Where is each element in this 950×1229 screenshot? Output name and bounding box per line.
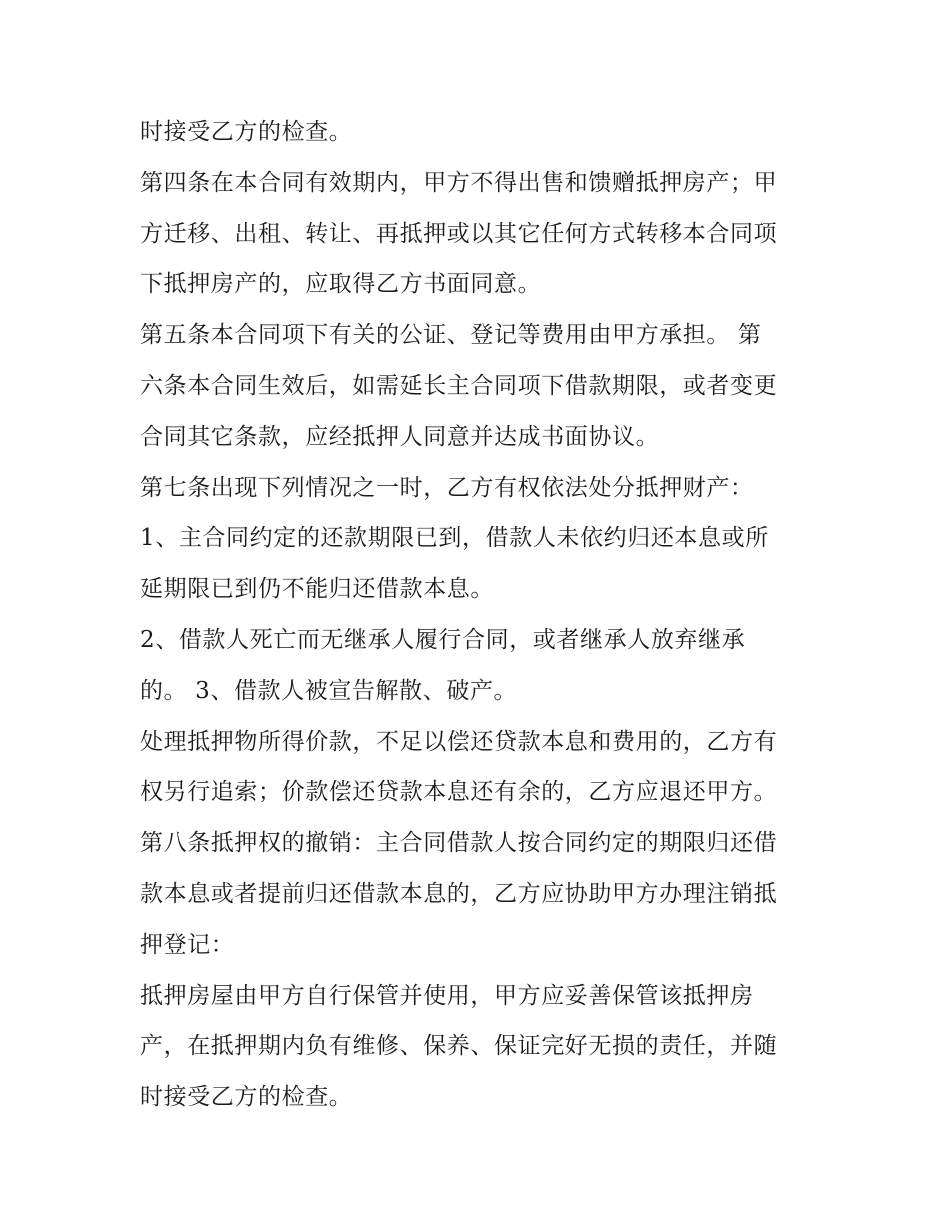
- text-line: 权另行追索；价款偿还贷款本息还有余的，乙方应退还甲方。: [140, 779, 778, 806]
- text-line: 延期限已到仍不能归还借款本息。: [140, 576, 494, 603]
- text-line: 方迁移、出租、转让、再抵押或以其它任何方式转移本合同项: [140, 220, 778, 247]
- text-line: 产，在抵押期内负有维修、保养、保证完好无损的责任，并随: [140, 1033, 778, 1060]
- text-line: 抵押房屋由甲方自行保管并使用，甲方应妥善保管该抵押房: [140, 982, 754, 1009]
- text-line: 合同其它条款，应经抵押人同意并达成书面协议。: [140, 423, 660, 450]
- text-line: 款本息或者提前归还借款本息的，乙方应协助甲方办理注销抵: [140, 880, 778, 907]
- document-body: [140, 107, 830, 1123]
- text-line: 押登记：: [140, 931, 235, 958]
- text-line: 的。 3、借款人被宣告解散、破产。: [140, 677, 518, 704]
- text-line: 六条本合同生效后，如需延长主合同项下借款期限，或者变更: [140, 372, 778, 399]
- text-line: 1、主合同约定的还款期限已到，借款人未依约归还本息或所: [140, 525, 769, 552]
- text-line: 第四条在本合同有效期内，甲方不得出售和馈赠抵押房产；甲: [140, 169, 778, 196]
- text-line: 2、借款人死亡而无继承人履行合同，或者继承人放弃继承: [140, 626, 746, 653]
- text-line: 时接受乙方的检查。: [140, 119, 353, 145]
- text-line: 第七条出现下列情况之一时，乙方有权依法处分抵押财产：: [140, 474, 754, 501]
- text-line: 下抵押房产的，应取得乙方书面同意。: [140, 271, 542, 298]
- text-line: 第五条本合同项下有关的公证、登记等费用由甲方承担。 第: [140, 322, 762, 349]
- text-line: 第八条抵押权的撤销：主合同借款人按合同约定的期限归还借: [140, 830, 778, 857]
- text-line: 时接受乙方的检查。: [140, 1084, 353, 1111]
- text-line: 处理抵押物所得价款，不足以偿还贷款本息和费用的，乙方有: [140, 728, 778, 755]
